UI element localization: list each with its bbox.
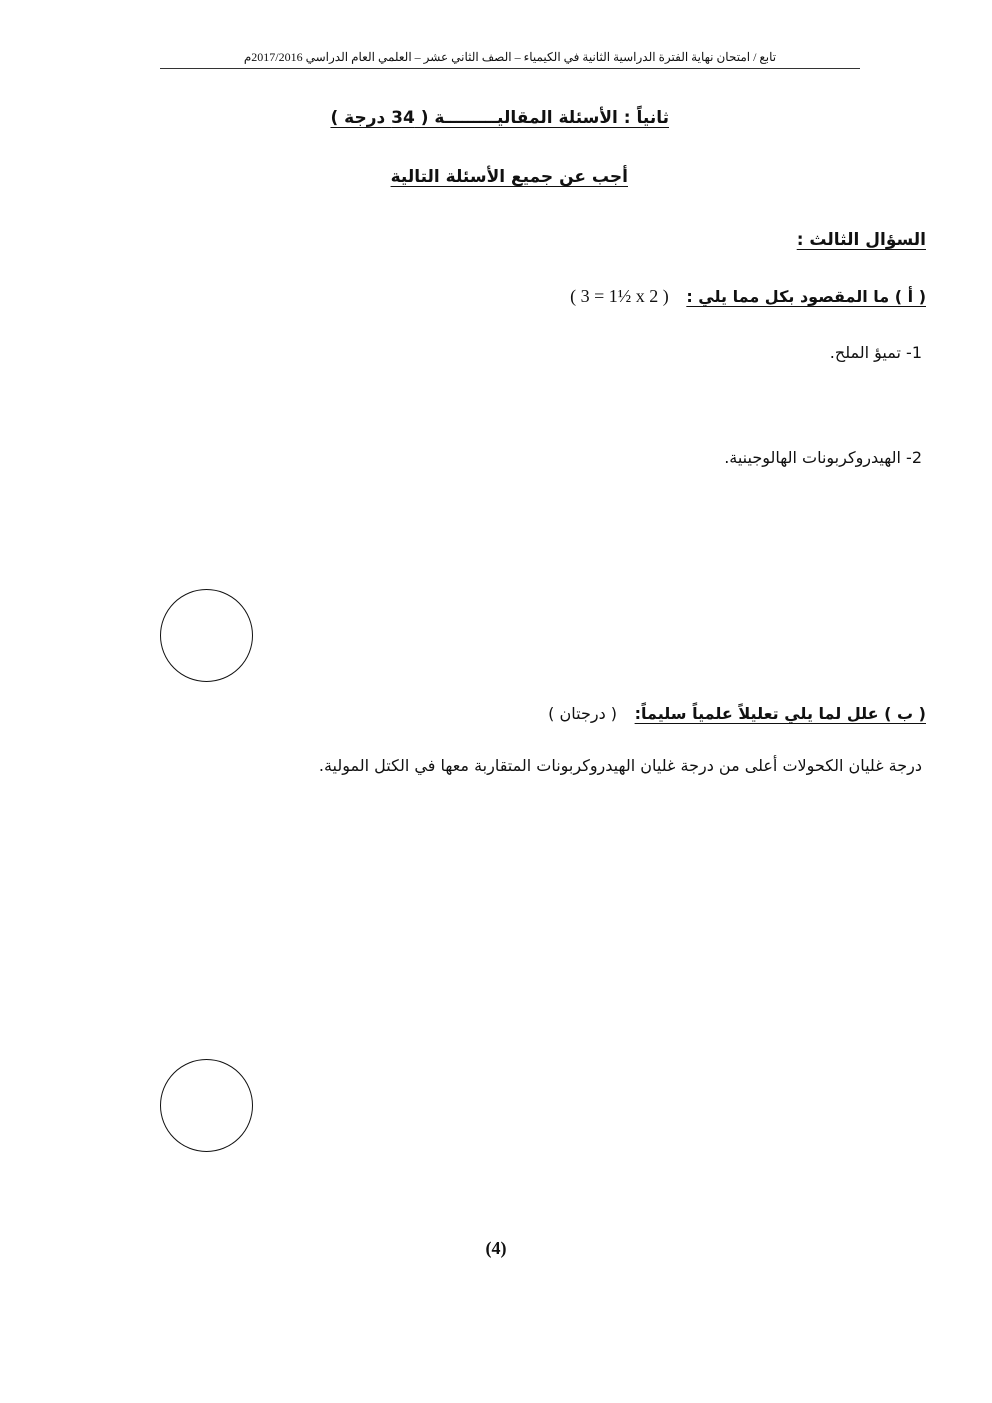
part-a-item-1: 1- تميؤ الملح. xyxy=(829,343,922,362)
exam-header: تابع / امتحان نهاية الفترة الدراسية الثانية في الكيمياء – الصف الثاني عشر – العلمي العام الدراسي 2017/2016م xyxy=(160,50,860,69)
page-number: (4) xyxy=(485,1238,507,1258)
score-circle xyxy=(160,589,253,682)
part-a-item-2: 2- الهيدروكربونات الهالوجينية. xyxy=(724,448,922,467)
part-a-heading xyxy=(570,286,926,307)
score-circle xyxy=(160,1059,253,1152)
part-a-label: ( أ ) ما المقصود بكل مما يلي : xyxy=(686,287,926,306)
question-title: السؤال الثالث : xyxy=(796,230,926,250)
part-b-heading xyxy=(548,704,926,723)
section-title: ثانياً : الأسئلة المقاليـــــــــة ( 34 درجة ) xyxy=(330,108,669,128)
part-b-statement: درجة غليان الكحولات أعلى من درجة غليان الهيدروكربونات المتقاربة معها في الكتل المولية. xyxy=(318,756,922,775)
instruction-text: أجب عن جميع الأسئلة التالية xyxy=(390,167,628,187)
part-b-score: ( درجتان ) xyxy=(548,704,618,723)
part-a-score: ( 3 = 1½ x 2 ) xyxy=(570,286,669,306)
part-b-label: ( ب ) علل لما يلي تعليلاً علمياً سليماً: xyxy=(634,704,926,723)
